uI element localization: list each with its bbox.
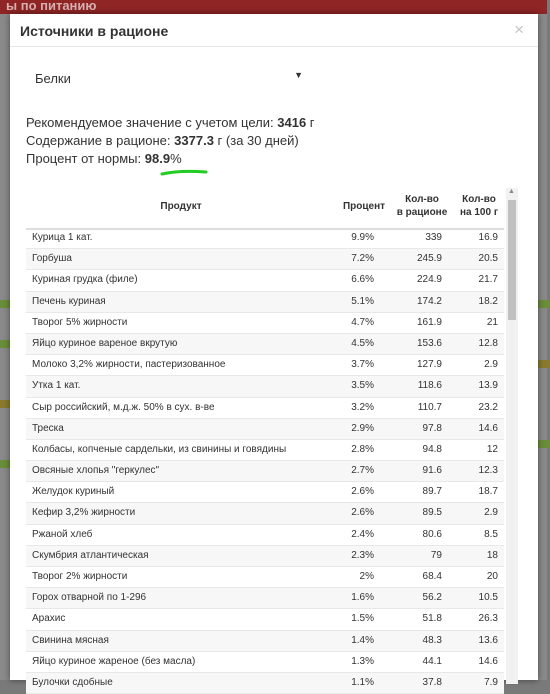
stats-block: [26, 114, 315, 168]
recommended-label: Рекомендуемое значение с учетом цели:: [26, 115, 274, 130]
modal-header: [10, 14, 538, 47]
product-cell: Куриная грудка (филе): [32, 274, 138, 286]
col-header-amount-line1: Кол-во: [405, 194, 439, 205]
close-button[interactable]: ×: [514, 20, 524, 39]
recommended-unit: г: [309, 115, 315, 130]
per100-cell: 13.9: [478, 380, 498, 392]
table-header: [26, 184, 504, 230]
per100-cell: 8.5: [484, 528, 498, 540]
table-row: [26, 673, 504, 694]
amount-cell: 224.9: [416, 274, 442, 286]
percent-cell: 2.6%: [351, 507, 374, 519]
amount-cell: 174.2: [416, 295, 442, 307]
percent-cell: 2.6%: [351, 486, 374, 498]
product-cell: Печень куриная: [32, 295, 106, 307]
background-strip: [538, 300, 550, 308]
background-header: [0, 0, 547, 14]
percent-cell: 2.7%: [351, 465, 374, 477]
content-line: [26, 132, 315, 150]
modal-title: Источники в рационе: [20, 23, 169, 39]
amount-cell: 80.6: [422, 528, 442, 540]
percent-cell: 1.5%: [351, 613, 374, 625]
col-header-amount-line2: в рационе: [396, 207, 448, 218]
percent-cell: 6.6%: [351, 274, 374, 286]
percent-cell: 7.2%: [351, 253, 374, 265]
content-label: Содержание в рационе:: [26, 133, 171, 148]
percent-cell: 2%: [359, 571, 374, 582]
nutrient-select-value: Белки: [35, 71, 71, 86]
percent-cell: 1.1%: [351, 676, 374, 688]
product-cell: Творог 5% жирности: [32, 316, 128, 328]
per100-cell: 12.8: [478, 337, 498, 349]
table-row: [26, 355, 504, 376]
amount-cell: 339: [425, 232, 442, 243]
product-cell: Скумбрия атлантическая: [32, 549, 149, 561]
table-row: [26, 292, 504, 313]
scroll-up-icon[interactable]: ▲: [508, 188, 515, 195]
per100-cell: 23.2: [478, 401, 498, 413]
product-cell: Молоко 3,2% жирности, пастеризованное: [32, 359, 226, 371]
table-row: [26, 588, 504, 609]
product-cell: Горбуша: [32, 253, 72, 265]
amount-cell: 94.8: [422, 443, 442, 455]
amount-cell: 118.6: [417, 380, 442, 392]
table-row: [26, 249, 504, 270]
table-row: [26, 631, 504, 652]
product-cell: Кефир 3,2% жирности: [32, 507, 136, 519]
per100-cell: 20: [486, 571, 498, 582]
percent-cell: 3.2%: [351, 401, 374, 413]
table-row: [26, 546, 504, 567]
sources-table: [26, 184, 518, 688]
product-cell: Курица 1 кат.: [32, 232, 93, 243]
product-cell: Треска: [32, 422, 64, 434]
percent-cell: 4.7%: [351, 316, 374, 328]
amount-cell: 89.7: [422, 486, 442, 498]
product-cell: Булочки сдобные: [32, 676, 113, 688]
nutrient-select[interactable]: [24, 62, 310, 94]
recommended-line: [26, 114, 315, 132]
per100-cell: 16.9: [478, 232, 498, 243]
table-scrollbar[interactable]: [506, 188, 518, 684]
product-cell: Яйцо куриное жареное (без масла): [32, 655, 196, 667]
percent-label: Процент от нормы:: [26, 151, 142, 166]
per100-cell: 10.5: [478, 592, 498, 604]
per100-cell: 13.6: [478, 634, 498, 646]
amount-cell: 56.2: [422, 592, 442, 604]
per100-cell: 2.9: [484, 507, 498, 519]
amount-cell: 89.5: [422, 507, 442, 519]
percent-cell: 1.3%: [351, 655, 374, 667]
per100-cell: 12: [486, 443, 498, 455]
table-row: [26, 652, 504, 673]
percent-cell: 9.9%: [351, 232, 374, 243]
per100-cell: 26.3: [478, 613, 498, 625]
table-row: [26, 398, 504, 419]
background-strip: [538, 440, 550, 448]
col-header-percent[interactable]: Процент: [342, 201, 386, 212]
chevron-down-icon: ▼: [294, 70, 303, 80]
product-cell: Колбасы, копченые сардельки, из свинины и говядины: [32, 443, 287, 455]
per100-cell: 20.5: [478, 253, 498, 265]
percent-cell: 2.9%: [351, 422, 374, 434]
percent-line: [26, 150, 315, 168]
per100-cell: 18.7: [478, 486, 498, 498]
table-row: [26, 419, 504, 440]
amount-cell: 51.8: [422, 613, 442, 625]
amount-cell: 245.9: [416, 253, 442, 265]
table-row: [26, 334, 504, 355]
percent-cell: 4.5%: [351, 337, 374, 349]
amount-cell: 44.1: [422, 655, 442, 667]
per100-cell: 18: [486, 549, 498, 561]
amount-cell: 153.6: [416, 337, 442, 349]
table-row: [26, 376, 504, 397]
product-cell: Ржаной хлеб: [32, 528, 93, 540]
table-row: [26, 482, 504, 503]
amount-cell: 48.3: [422, 634, 442, 646]
table-row: [26, 228, 504, 249]
amount-cell: 68.4: [422, 571, 442, 582]
recommended-value: 3416: [277, 115, 307, 130]
percent-cell: 1.4%: [351, 634, 374, 646]
background-header-title: ы по питанию: [6, 0, 97, 13]
product-cell: Сыр российский, м.д.ж. 50% в сух. в-ве: [32, 401, 215, 413]
product-cell: Утка 1 кат.: [32, 380, 81, 392]
scrollbar-thumb[interactable]: [508, 200, 516, 320]
table-row: [26, 313, 504, 334]
percent-cell: 3.5%: [351, 380, 374, 392]
product-cell: Овсяные хлопья "геркулес": [32, 465, 160, 477]
per100-cell: 14.6: [478, 422, 498, 434]
table-row: [26, 440, 504, 461]
percent-cell: 1.6%: [351, 592, 374, 604]
percent-cell: 5.1%: [351, 295, 374, 307]
per100-cell: 14.6: [478, 655, 498, 667]
amount-cell: 97.8: [422, 422, 442, 434]
percent-unit: %: [170, 151, 182, 166]
content-value: 3377.3: [174, 133, 214, 148]
background-strip: [538, 360, 550, 368]
table-body: [26, 228, 504, 694]
amount-cell: 127.9: [416, 359, 442, 371]
col-header-per100-line2: на 100 г: [459, 207, 498, 218]
percent-cell: 2.4%: [351, 528, 374, 540]
amount-cell: 110.7: [417, 401, 442, 413]
amount-cell: 79: [430, 549, 442, 561]
percent-value: 98.9: [144, 151, 171, 166]
product-cell: Арахис: [32, 613, 66, 625]
percent-cell: 2.8%: [351, 443, 374, 455]
per100-cell: 18.2: [478, 295, 498, 307]
content-unit: г (за 30 дней): [217, 133, 299, 148]
col-header-product[interactable]: Продукт: [160, 201, 202, 212]
table-row: [26, 609, 504, 630]
per100-cell: 12.3: [478, 465, 498, 477]
product-cell: Желудок куриный: [32, 486, 115, 498]
table-row: [26, 525, 504, 546]
highlight-underline: [160, 168, 210, 178]
col-header-per100-line1: Кол-во: [462, 194, 496, 205]
col-header-per100[interactable]: [454, 193, 504, 219]
per100-cell: 7.9: [484, 676, 498, 688]
table-row: [26, 567, 504, 588]
per100-cell: 21.7: [478, 274, 498, 286]
amount-cell: 161.9: [416, 316, 442, 328]
sources-modal: [10, 14, 538, 688]
product-cell: Горох отварной по 1-296: [32, 592, 147, 604]
table-row: [26, 461, 504, 482]
product-cell: Творог 2% жирности: [32, 571, 128, 582]
amount-cell: 37.8: [422, 676, 442, 688]
table-row: [26, 503, 504, 524]
per100-cell: 21: [486, 316, 498, 328]
percent-cell: 2.3%: [351, 549, 374, 561]
table-row: [26, 270, 504, 291]
per100-cell: 2.9: [484, 359, 498, 371]
percent-cell: 3.7%: [351, 359, 374, 371]
product-cell: Свинина мясная: [32, 634, 109, 646]
col-header-amount[interactable]: [392, 193, 452, 219]
amount-cell: 91.6: [422, 465, 442, 477]
product-cell: Яйцо куриное вареное вкрутую: [32, 337, 178, 349]
